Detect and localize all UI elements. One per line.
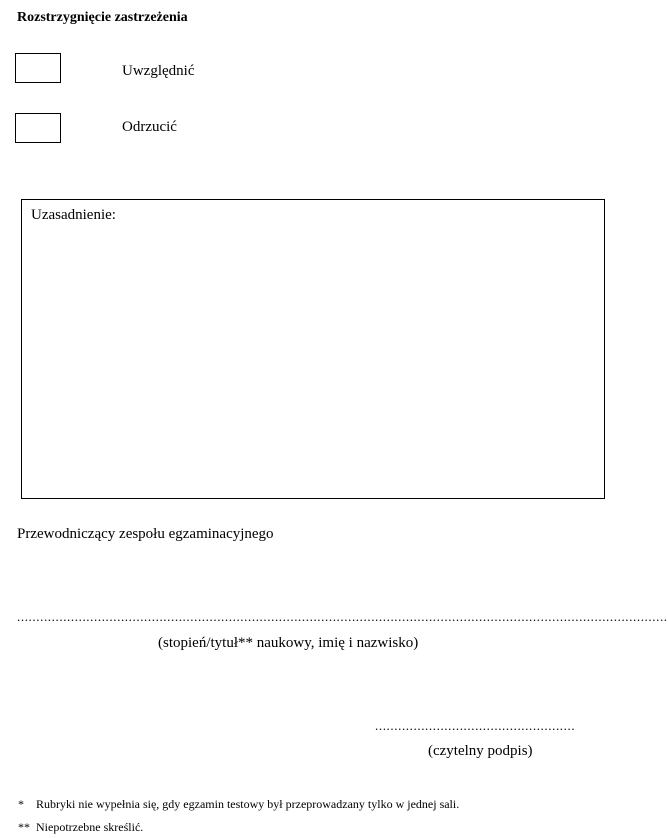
footnote-1-text: Rubryki nie wypełnia się, gdy egzamin testowy był przeprowadzany tylko w jednej sali. — [36, 797, 460, 811]
accept-checkbox[interactable] — [15, 53, 61, 83]
justification-label: Uzasadnienie: — [31, 207, 116, 223]
name-caption: (stopień/tytuł** naukowy, imię i nazwisko) — [158, 635, 419, 651]
form-title: Rozstrzygnięcie zastrzeżenia — [17, 10, 188, 25]
signature-caption: (czytelny podpis) — [428, 743, 533, 759]
chairman-label: Przewodniczący zespołu egzaminacyjnego — [17, 526, 274, 542]
justification-box — [21, 199, 605, 499]
footnote-2-text: Niepotrzebne skreślić. — [36, 820, 144, 834]
footnote-1 — [18, 797, 459, 811]
signature-line[interactable]: .................................................... — [375, 718, 576, 733]
footnote-2-mark: ** — [18, 820, 30, 834]
accept-label: Uwzględnić — [122, 63, 195, 79]
footnote-2 — [18, 820, 143, 834]
reject-label: Odrzucić — [122, 119, 177, 135]
justification-input[interactable] — [30, 230, 596, 490]
name-signature-line[interactable]: ......................................................................................................................................................................... — [17, 609, 668, 624]
footnote-1-mark: * — [18, 797, 24, 811]
reject-checkbox[interactable] — [15, 113, 61, 143]
